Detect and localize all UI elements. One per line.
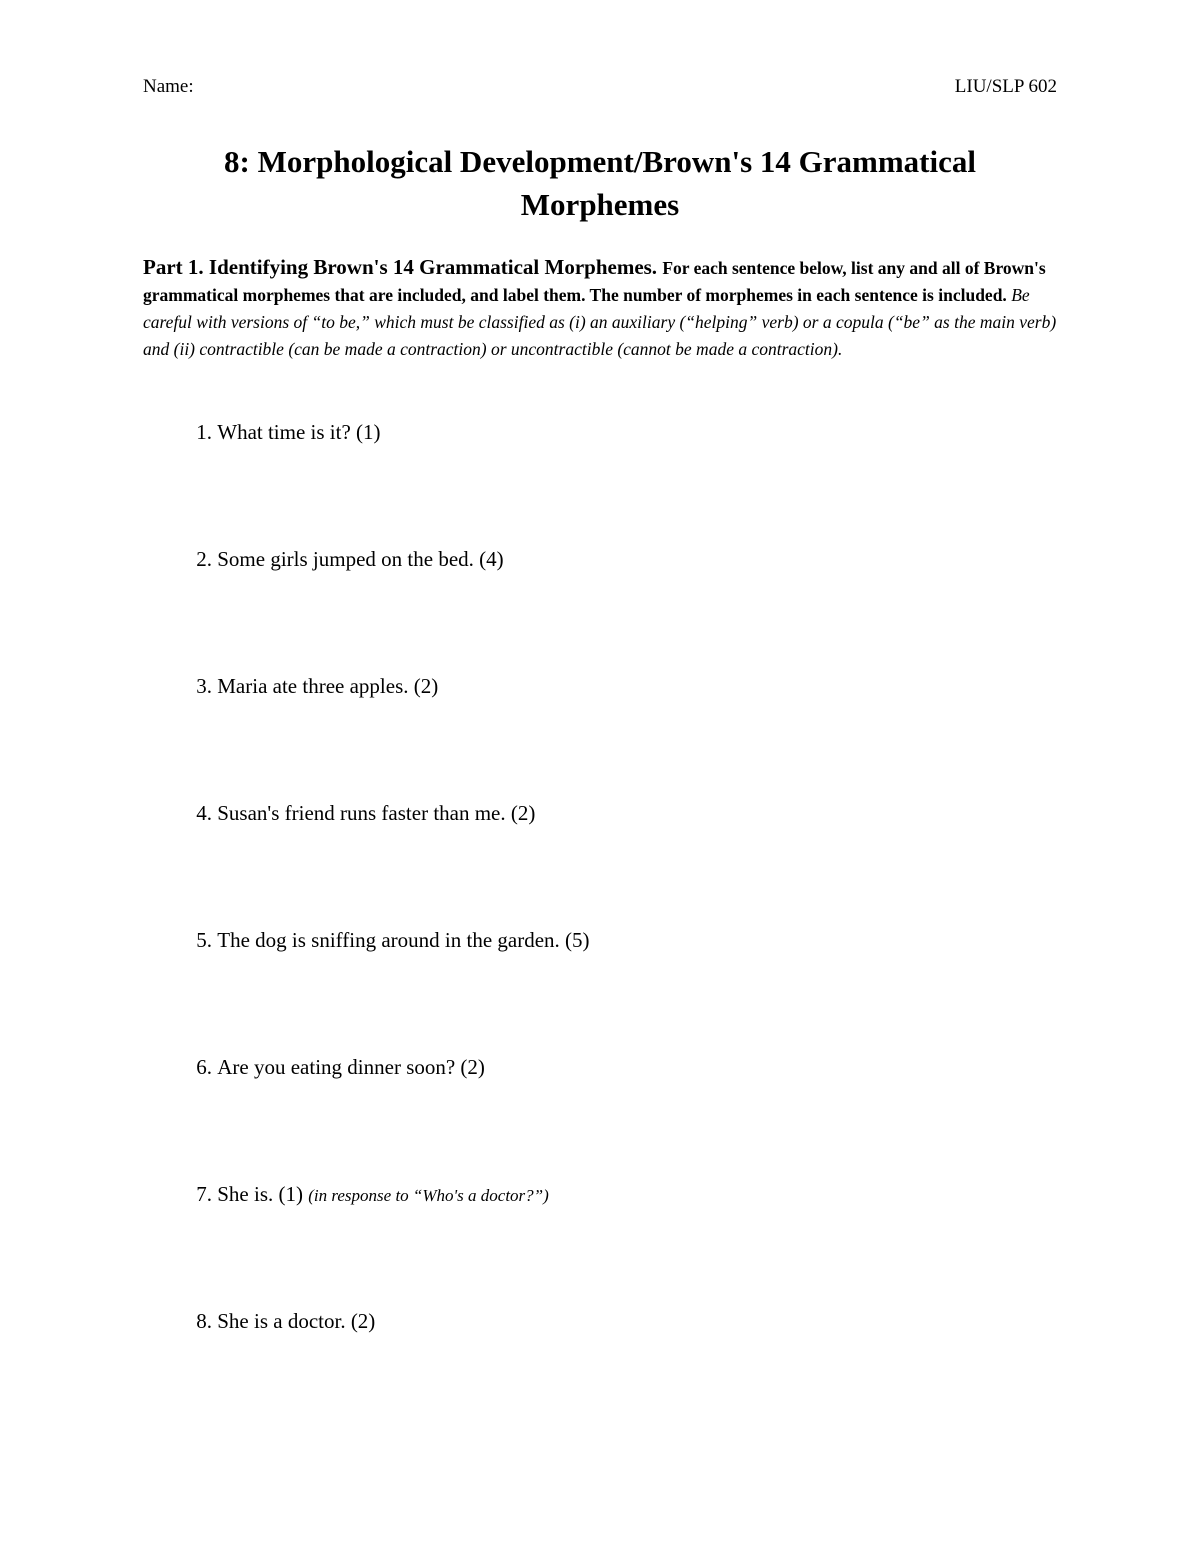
question-text: Are you eating dinner soon? (2) bbox=[217, 1055, 485, 1079]
question-note: (in response to “Who's a doctor?”) bbox=[308, 1186, 549, 1205]
page-title-line-2: Morphemes bbox=[520, 187, 680, 222]
page-header bbox=[143, 74, 1057, 100]
question-item-8 bbox=[143, 1305, 375, 1337]
course-label: LIU/SLP 602 bbox=[954, 76, 1057, 97]
part-1-heading: Part 1. Identifying Brown's 14 Grammatical Morphemes. bbox=[143, 255, 663, 279]
question-number: 8. bbox=[196, 1309, 212, 1333]
question-number: 3. bbox=[196, 674, 212, 698]
question-text: Some girls jumped on the bed. (4) bbox=[217, 547, 504, 571]
question-text: The dog is sniffing around in the garden. (5) bbox=[217, 928, 590, 952]
instructions-italic-note: Be careful with versions of “to be,” which must be classified as (i) an auxiliary (“helping” verb) or a copula (“be” as the main verb) and (ii) contractible (can be made a contraction) or uncontractible (cannot be made a contraction). bbox=[143, 285, 1057, 359]
question-item-3 bbox=[143, 670, 438, 702]
question-item-2 bbox=[143, 543, 504, 575]
name-label: Name: bbox=[143, 76, 194, 97]
question-text: Maria ate three apples. (2) bbox=[217, 674, 439, 698]
question-text: She is. (1) bbox=[217, 1182, 303, 1206]
question-item-5 bbox=[143, 924, 590, 956]
question-text: She is a doctor. (2) bbox=[217, 1309, 376, 1333]
page-title bbox=[120, 140, 1080, 226]
question-number: 4. bbox=[196, 801, 212, 825]
page-title-line-1: 8: Morphological Development/Brown's 14 Grammatical bbox=[224, 144, 976, 179]
part-1-instructions bbox=[143, 254, 1058, 363]
question-item-6 bbox=[143, 1051, 485, 1083]
question-item-7 bbox=[143, 1178, 549, 1212]
question-item-1 bbox=[143, 416, 381, 448]
question-number: 2. bbox=[196, 547, 212, 571]
question-text: What time is it? (1) bbox=[217, 420, 381, 444]
question-text: Susan's friend runs faster than me. (2) bbox=[217, 801, 536, 825]
instructions-bold-text: For each sentence below, list any and all of Brown's grammatical morphemes that are included, and label them. The number of morphemes in each sentence is included. bbox=[143, 258, 1046, 305]
question-item-4 bbox=[143, 797, 535, 829]
question-number: 5. bbox=[196, 928, 212, 952]
question-number: 1. bbox=[196, 420, 212, 444]
question-number: 7. bbox=[196, 1182, 212, 1206]
question-number: 6. bbox=[196, 1055, 212, 1079]
